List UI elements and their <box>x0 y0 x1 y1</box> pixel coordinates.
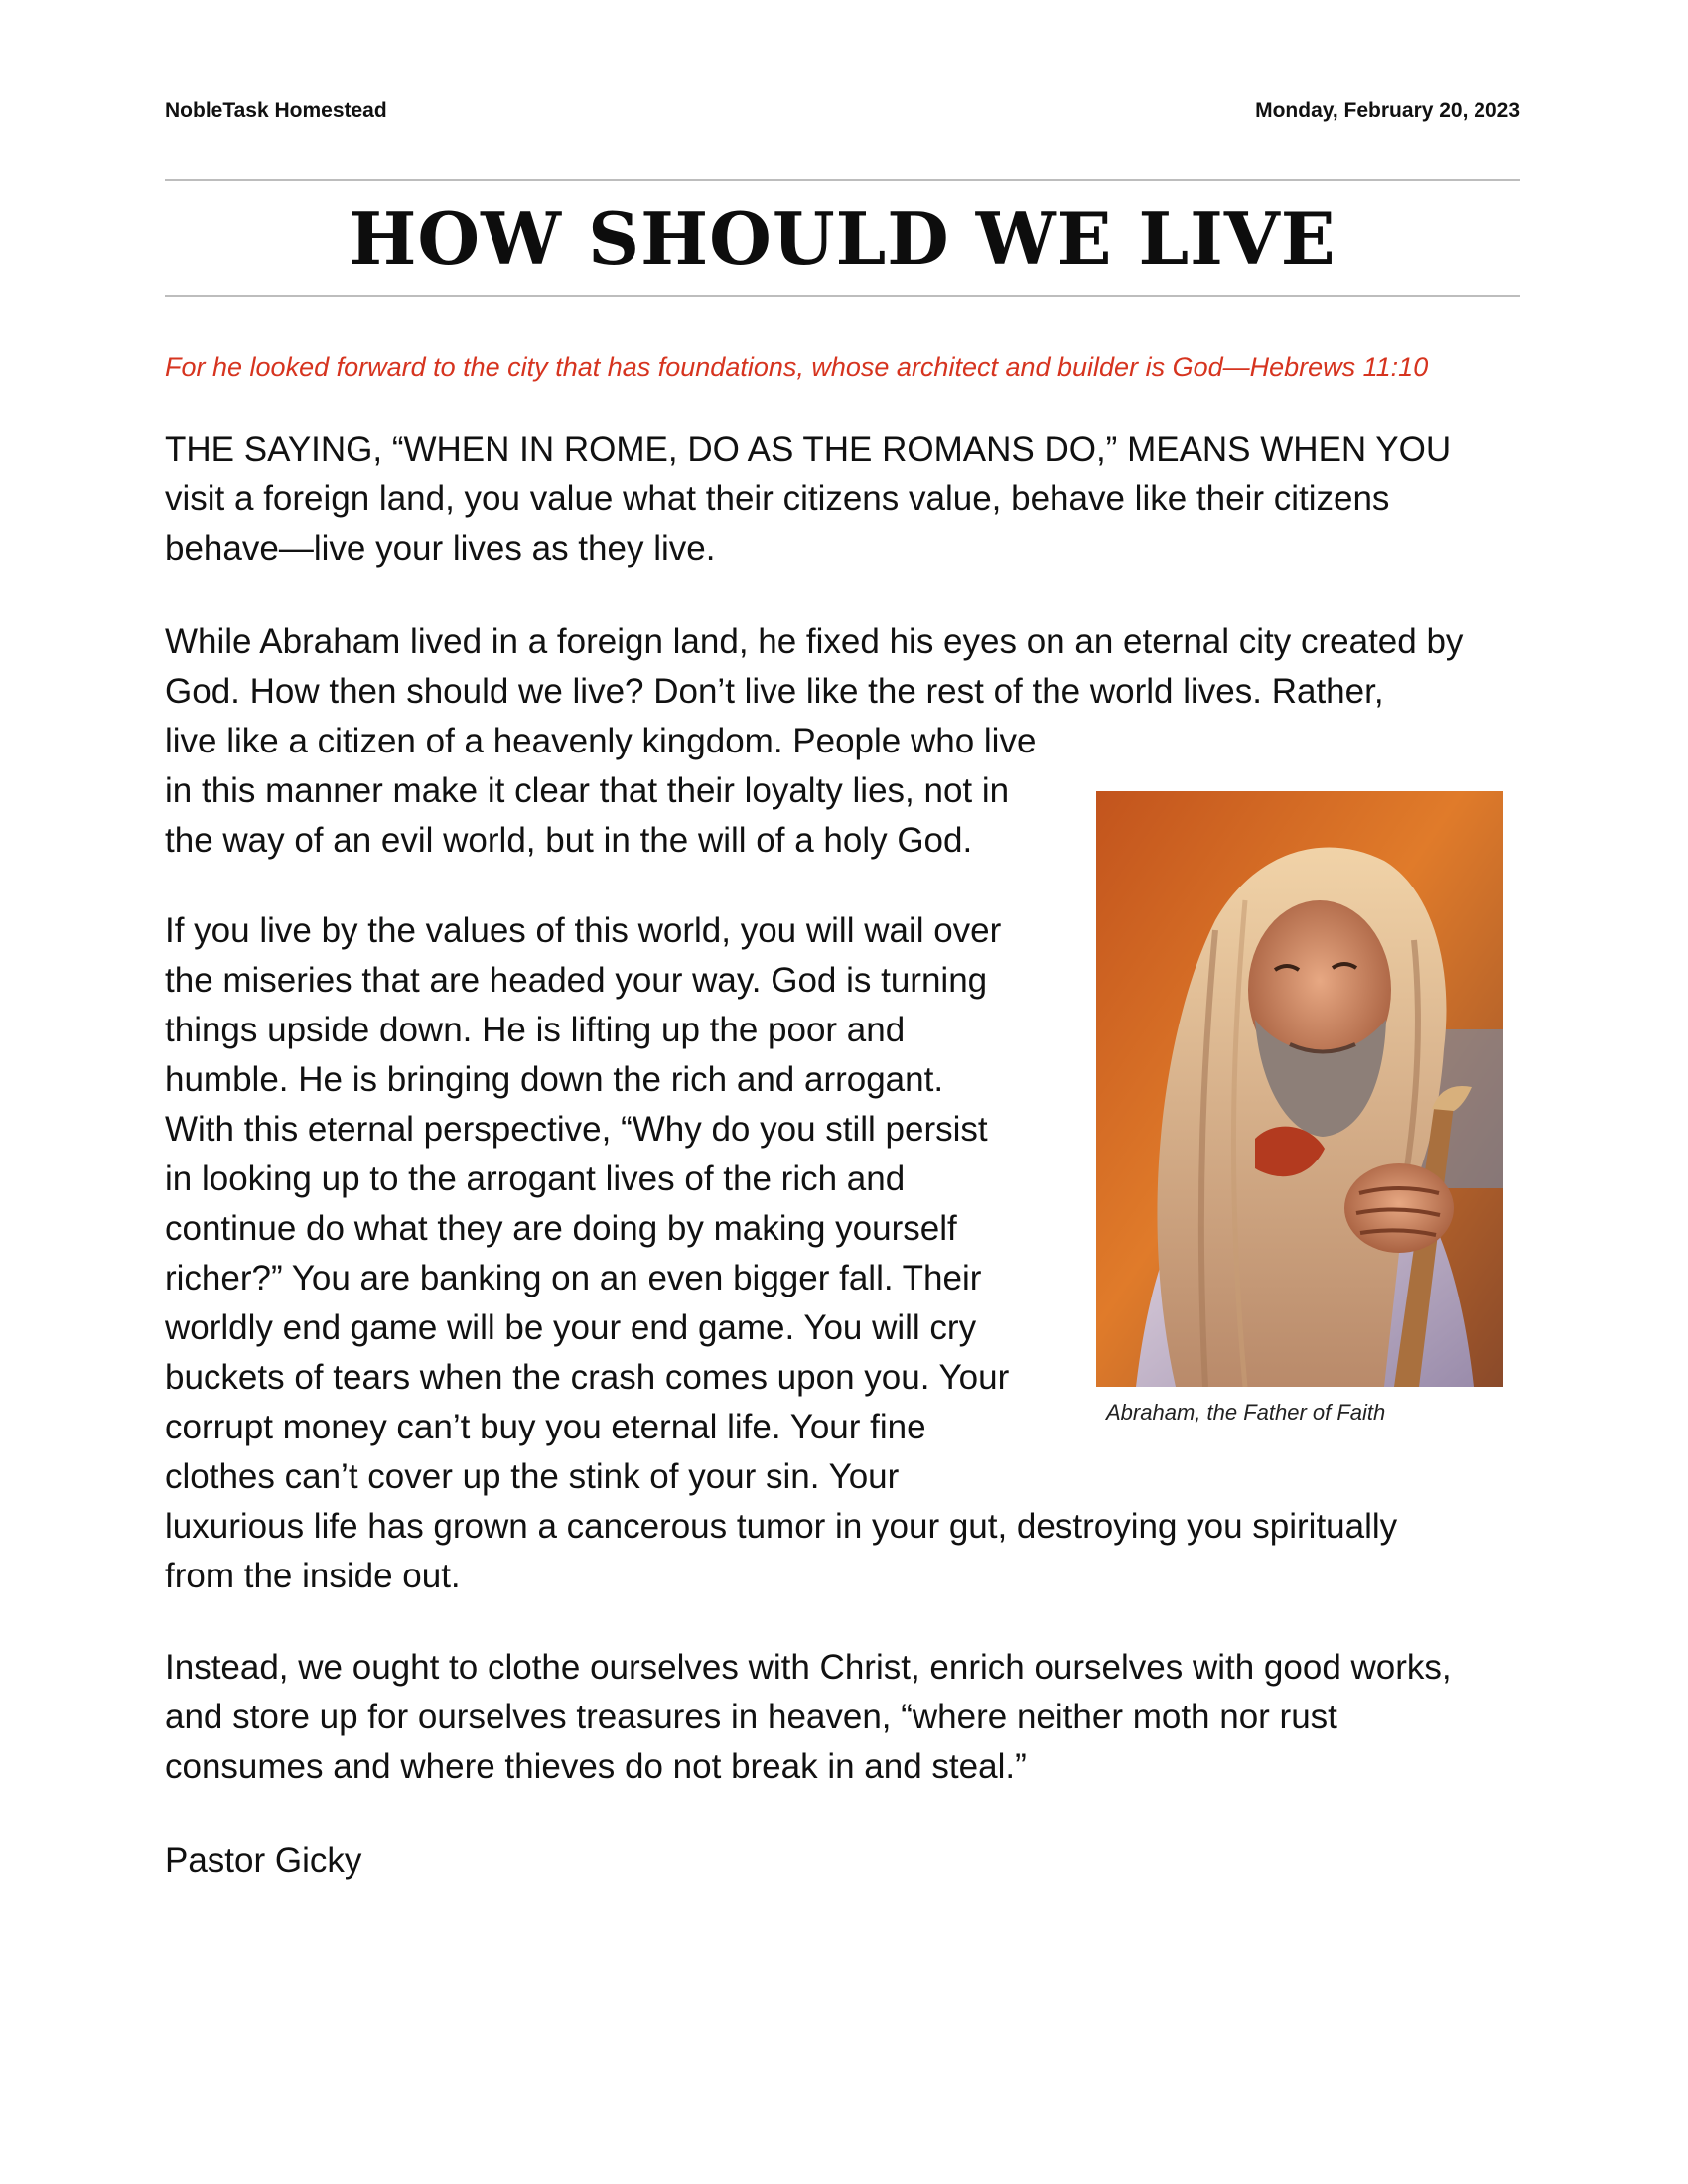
paragraph-line: from the inside out. <box>165 1557 461 1595</box>
figure-caption: Abraham, the Father of Faith <box>1106 1400 1386 1425</box>
paragraph-line: things upside down. He is lifting up the poor and <box>165 1011 906 1049</box>
paragraph-line: God. How then should we live? Don’t live like the rest of the world lives. Rather, <box>165 672 1384 711</box>
paragraph-line: and store up for ourselves treasures in heaven, “where neither moth nor rust <box>165 1698 1337 1736</box>
paragraph-line: consumes and where thieves do not break in and steal.” <box>165 1747 1027 1786</box>
paragraph-line: richer?” You are banking on an even bigger fall. Their <box>165 1259 982 1297</box>
scripture-epigraph: For he looked forward to the city that has foundations, whose architect and builder is God—Hebrews 11:10 <box>165 352 1429 382</box>
paragraph-line: in this manner make it clear that their loyalty lies, not in <box>165 771 1010 810</box>
paragraph-line: If you live by the values of this world, you will wail over <box>165 911 1002 950</box>
paragraph-line: corrupt money can’t buy you eternal life. Your fine <box>165 1408 926 1446</box>
paragraph-line: worldly end game will be your end game. You will cry <box>165 1308 977 1347</box>
paragraph-line: Instead, we ought to clothe ourselves with Christ, enrich ourselves with good works, <box>165 1648 1452 1687</box>
newsletter-page <box>165 0 1520 2184</box>
paragraph-line: in looking up to the arrogant lives of the rich and <box>165 1160 906 1198</box>
paragraph-line: the way of an evil world, but in the will of a holy God. <box>165 821 973 860</box>
paragraph-line: With this eternal perspective, “Why do you still persist <box>165 1110 988 1149</box>
paragraph-4 <box>165 1643 1520 1792</box>
paragraph-1 <box>165 425 1520 574</box>
header-divider-bottom <box>165 295 1520 297</box>
paragraph-line: While Abraham lived in a foreign land, he fixed his eyes on an eternal city created by <box>165 622 1464 661</box>
publication-name: NobleTask Homestead <box>165 99 387 122</box>
paragraph-line: clothes can’t cover up the stink of your sin. Your <box>165 1457 900 1496</box>
paragraph-line: behave—live your lives as they live. <box>165 529 716 568</box>
paragraph-line: buckets of tears when the crash comes upon you. Your <box>165 1358 1010 1397</box>
page-header <box>165 99 1520 129</box>
paragraph-line: live like a citizen of a heavenly kingdom. People who live <box>165 722 1037 760</box>
paragraph-line: continue do what they are doing by making yourself <box>165 1209 957 1248</box>
article-title: HOW SHOULD WE LIVE <box>349 197 1336 281</box>
publication-date: Monday, February 20, 2023 <box>1255 99 1520 122</box>
paragraph-line: visit a foreign land, you value what their citizens value, behave like their citizens <box>165 479 1390 518</box>
paragraph-line: humble. He is bringing down the rich and arrogant. <box>165 1060 944 1099</box>
abraham-portrait-icon <box>1096 791 1503 1387</box>
paragraph-line: the miseries that are headed your way. God is turning <box>165 961 988 1000</box>
header-divider-top <box>165 179 1520 181</box>
paragraph-line: luxurious life has grown a cancerous tumor in your gut, destroying you spiritually <box>165 1507 1398 1546</box>
author-signature: Pastor Gicky <box>165 1842 362 1880</box>
abraham-portrait-figure <box>1096 791 1503 1387</box>
paragraph-line: THE SAYING, “WHEN IN ROME, DO AS THE ROMANS DO,” MEANS WHEN YOU <box>165 430 1452 469</box>
